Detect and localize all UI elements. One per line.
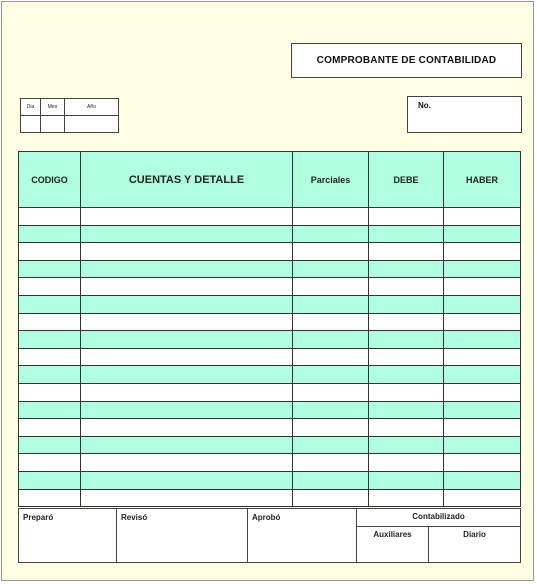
code-cell[interactable] xyxy=(19,243,81,261)
approved-label: Aprobó xyxy=(252,513,281,522)
credit-cell[interactable] xyxy=(444,401,521,419)
accounts-cell[interactable] xyxy=(81,348,293,366)
credit-cell[interactable] xyxy=(444,436,521,454)
col-header-accounts: CUENTAS Y DETALLE xyxy=(81,152,293,208)
table-row xyxy=(19,366,521,384)
code-cell[interactable] xyxy=(19,225,81,243)
table-row xyxy=(19,225,521,243)
accounts-cell[interactable] xyxy=(81,243,293,261)
accounts-cell[interactable] xyxy=(81,436,293,454)
partials-cell[interactable] xyxy=(293,471,369,489)
debit-cell[interactable] xyxy=(369,313,444,331)
credit-cell[interactable] xyxy=(444,295,521,313)
credit-cell[interactable] xyxy=(444,208,521,226)
col-header-code: CODIGO xyxy=(19,152,81,208)
partials-cell[interactable] xyxy=(293,243,369,261)
accounts-cell[interactable] xyxy=(81,208,293,226)
debit-cell[interactable] xyxy=(369,366,444,384)
table-row xyxy=(19,313,521,331)
auxiliaries-label: Auxiliares xyxy=(373,530,412,539)
number-box[interactable] xyxy=(407,96,522,133)
accounts-cell[interactable] xyxy=(81,366,293,384)
signature-table xyxy=(18,508,521,563)
debit-cell[interactable] xyxy=(369,278,444,296)
voucher-title: COMPROBANTE DE CONTABILIDAD xyxy=(291,43,522,78)
debit-cell[interactable] xyxy=(369,225,444,243)
code-cell[interactable] xyxy=(19,401,81,419)
col-header-credit: HABER xyxy=(444,152,521,208)
col-header-debit: DEBE xyxy=(369,152,444,208)
code-cell[interactable] xyxy=(19,471,81,489)
partials-cell[interactable] xyxy=(293,436,369,454)
approved-cell[interactable] xyxy=(248,509,357,563)
year-field[interactable] xyxy=(65,116,118,132)
col-header-partials: Parciales xyxy=(293,152,369,208)
table-row xyxy=(19,489,521,507)
credit-cell[interactable] xyxy=(444,260,521,278)
partials-cell[interactable] xyxy=(293,225,369,243)
table-header-row xyxy=(19,152,521,208)
code-cell[interactable] xyxy=(19,454,81,472)
credit-cell[interactable] xyxy=(444,278,521,296)
prepared-cell[interactable] xyxy=(19,509,117,563)
debit-cell[interactable] xyxy=(369,348,444,366)
credit-cell[interactable] xyxy=(444,331,521,349)
debit-cell[interactable] xyxy=(369,295,444,313)
table-row xyxy=(19,331,521,349)
partials-cell[interactable] xyxy=(293,489,369,507)
table-row xyxy=(19,383,521,401)
partials-cell[interactable] xyxy=(293,419,369,437)
partials-cell[interactable] xyxy=(293,401,369,419)
month-field[interactable] xyxy=(41,116,65,132)
accounts-cell[interactable] xyxy=(81,225,293,243)
debit-cell[interactable] xyxy=(369,260,444,278)
accounts-cell[interactable] xyxy=(81,489,293,507)
debit-cell[interactable] xyxy=(369,331,444,349)
debit-cell[interactable] xyxy=(369,243,444,261)
month-label: Mes xyxy=(41,99,65,116)
accounts-cell[interactable] xyxy=(81,471,293,489)
accounts-cell[interactable] xyxy=(81,313,293,331)
day-field[interactable] xyxy=(21,116,41,132)
code-cell[interactable] xyxy=(19,383,81,401)
code-cell[interactable] xyxy=(19,348,81,366)
accounts-cell[interactable] xyxy=(81,454,293,472)
table-row xyxy=(19,454,521,472)
credit-cell[interactable] xyxy=(444,243,521,261)
table-body xyxy=(19,208,521,507)
debit-cell[interactable] xyxy=(369,383,444,401)
table-row xyxy=(19,295,521,313)
partials-cell[interactable] xyxy=(293,331,369,349)
partials-cell[interactable] xyxy=(293,454,369,472)
debit-cell[interactable] xyxy=(369,401,444,419)
accounts-cell[interactable] xyxy=(81,331,293,349)
credit-cell[interactable] xyxy=(444,419,521,437)
accounts-cell[interactable] xyxy=(81,401,293,419)
reviewed-label: Revisó xyxy=(121,513,148,522)
accounts-cell[interactable] xyxy=(81,383,293,401)
debit-cell[interactable] xyxy=(369,489,444,507)
credit-cell[interactable] xyxy=(444,454,521,472)
accounts-table xyxy=(18,151,521,507)
code-cell[interactable] xyxy=(19,260,81,278)
year-label: Año xyxy=(65,99,118,116)
posted-label: Contabilizado xyxy=(412,512,465,521)
credit-cell[interactable] xyxy=(444,313,521,331)
table-row xyxy=(19,401,521,419)
credit-cell[interactable] xyxy=(444,383,521,401)
code-cell[interactable] xyxy=(19,278,81,296)
debit-cell[interactable] xyxy=(369,208,444,226)
credit-cell[interactable] xyxy=(444,225,521,243)
code-cell[interactable] xyxy=(19,208,81,226)
debit-cell[interactable] xyxy=(369,436,444,454)
code-cell[interactable] xyxy=(19,436,81,454)
partials-cell[interactable] xyxy=(293,295,369,313)
code-cell[interactable] xyxy=(19,313,81,331)
credit-cell[interactable] xyxy=(444,489,521,507)
debit-cell[interactable] xyxy=(369,419,444,437)
table-row xyxy=(19,278,521,296)
auxiliaries-cell[interactable] xyxy=(357,527,429,563)
code-cell[interactable] xyxy=(19,419,81,437)
code-cell[interactable] xyxy=(19,489,81,507)
day-label: Dia xyxy=(21,99,41,116)
credit-cell[interactable] xyxy=(444,471,521,489)
code-cell[interactable] xyxy=(19,295,81,313)
table-row xyxy=(19,436,521,454)
table-row xyxy=(19,208,521,226)
accounts-cell[interactable] xyxy=(81,419,293,437)
journal-label: Diario xyxy=(463,530,486,539)
partials-cell[interactable] xyxy=(293,313,369,331)
partials-cell[interactable] xyxy=(293,278,369,296)
table-row xyxy=(19,419,521,437)
partials-cell[interactable] xyxy=(293,260,369,278)
partials-cell[interactable] xyxy=(293,383,369,401)
debit-cell[interactable] xyxy=(369,454,444,472)
table-row xyxy=(19,348,521,366)
date-box xyxy=(20,98,119,133)
partials-cell[interactable] xyxy=(293,366,369,384)
credit-cell[interactable] xyxy=(444,366,521,384)
credit-cell[interactable] xyxy=(444,348,521,366)
partials-cell[interactable] xyxy=(293,208,369,226)
code-cell[interactable] xyxy=(19,366,81,384)
accounts-cell[interactable] xyxy=(81,278,293,296)
table-row xyxy=(19,243,521,261)
prepared-label: Preparó xyxy=(23,513,54,522)
accounts-cell[interactable] xyxy=(81,260,293,278)
code-cell[interactable] xyxy=(19,331,81,349)
table-row xyxy=(19,260,521,278)
accounts-cell[interactable] xyxy=(81,295,293,313)
table-row xyxy=(19,471,521,489)
posted-header xyxy=(357,509,521,527)
debit-cell[interactable] xyxy=(369,471,444,489)
reviewed-cell[interactable] xyxy=(117,509,248,563)
journal-cell[interactable] xyxy=(429,527,521,563)
number-label: No. xyxy=(418,101,431,110)
partials-cell[interactable] xyxy=(293,348,369,366)
